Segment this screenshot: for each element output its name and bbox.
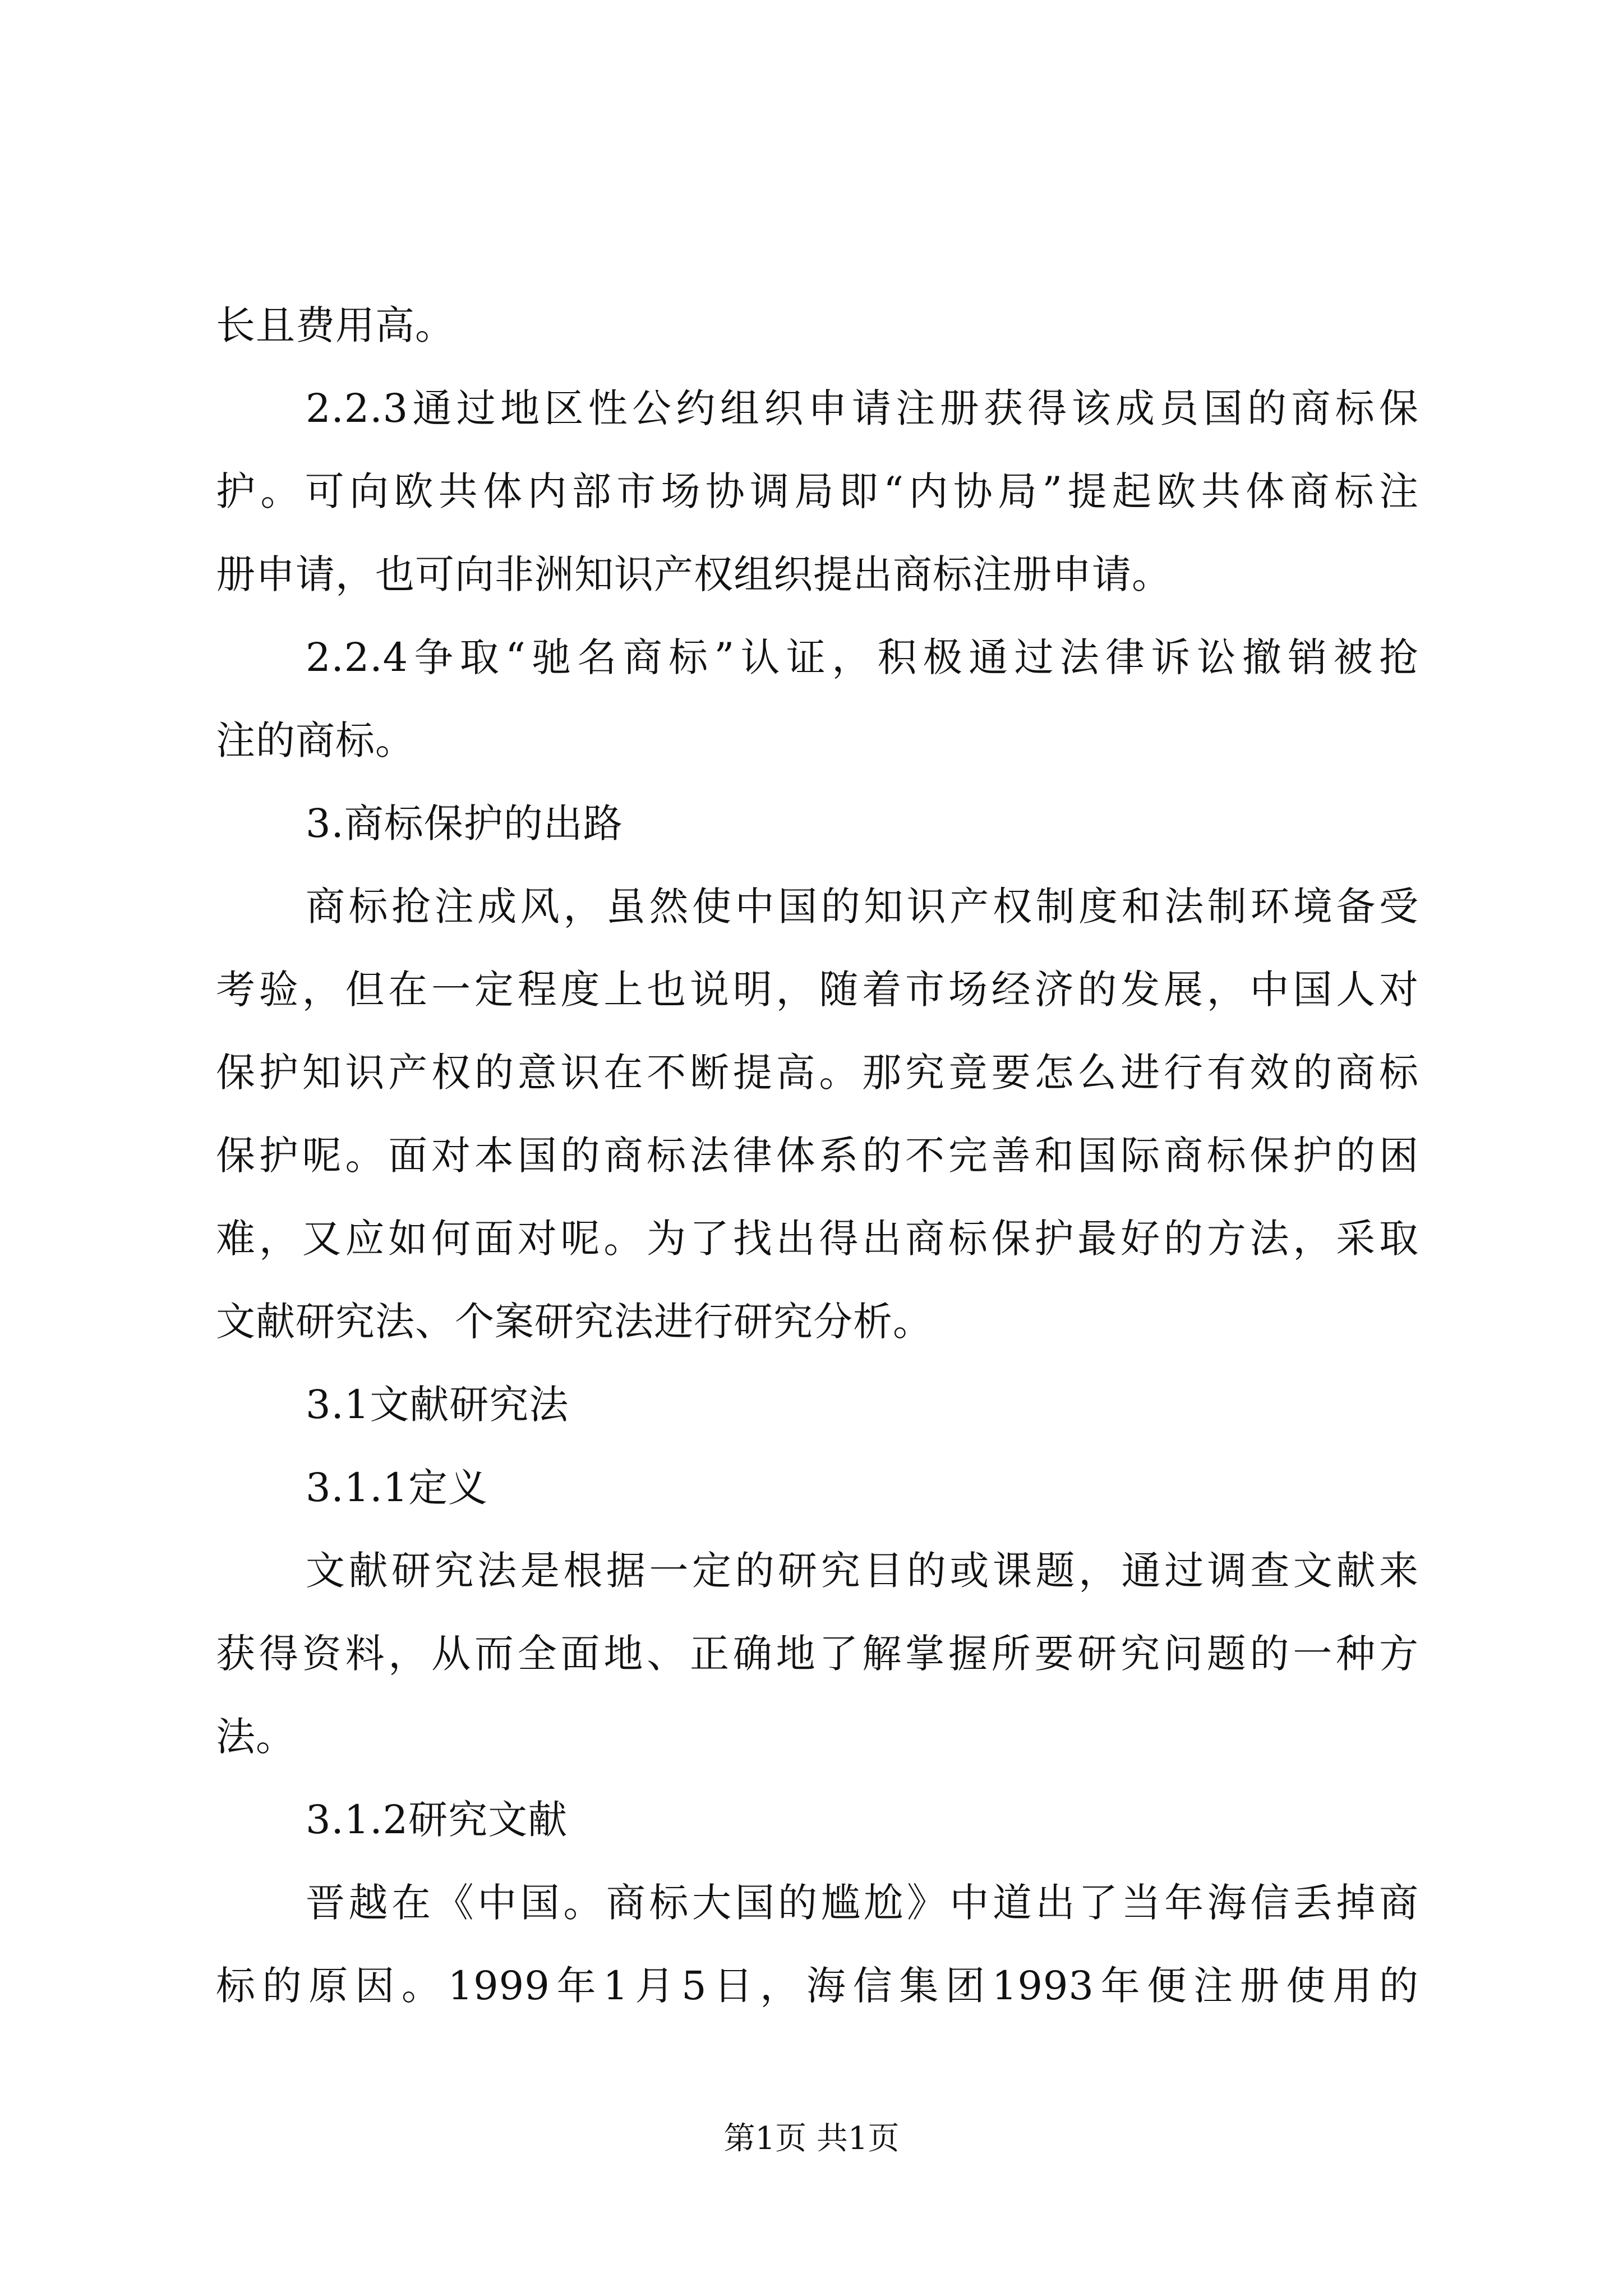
section-heading: 3.1.1定义 <box>306 1465 488 1511</box>
text-line: 文献研究法、个案研究法进行研究分析。 <box>216 1299 933 1345</box>
page-footer: 第1页 共1页 <box>723 2120 900 2157</box>
text-line: 获得资料，从而全面地、正确地了解掌握所要研究问题的一种方 <box>216 1631 1419 1677</box>
text-line: 商标抢注成风，虽然使中国的知识产权制度和法制环境备受 <box>306 884 1419 930</box>
text-line: 长且费用高。 <box>216 302 455 348</box>
text-line: 法。 <box>216 1714 296 1760</box>
text-line: 文献研究法是根据一定的研究目的或课题，通过调查文献来 <box>306 1548 1419 1594</box>
text-line: 册申请，也可向非洲知识产权组织提出商标注册申请。 <box>216 551 1172 597</box>
text-line: 保护呢。面对本国的商标法律体系的不完善和国际商标保护的困 <box>216 1133 1419 1179</box>
text-line: 标的原因。1999年1月5日，海信集团1993年便注册使用的 <box>216 1963 1419 2009</box>
text-line: 难，又应如何面对呢。为了找出得出商标保护最好的方法，采取 <box>216 1216 1419 1262</box>
text-line: 2.2.3通过地区性公约组织申请注册获得该成员国的商标保 <box>306 385 1419 431</box>
text-line: 护。可向欧共体内部市场协调局即“内协局”提起欧共体商标注 <box>216 468 1419 514</box>
text-line: 注的商标。 <box>216 717 415 763</box>
text-line: 2.2.4争取“驰名商标”认证，积极通过法律诉讼撤销被抢 <box>306 634 1419 680</box>
section-heading: 3.商标保护的出路 <box>306 800 623 846</box>
text-line: 保护知识产权的意识在不断提高。那究竟要怎么进行有效的商标 <box>216 1050 1419 1096</box>
text-line: 晋越在《中国。商标大国的尴尬》中道出了当年海信丢掉商 <box>306 1880 1419 1926</box>
section-heading: 3.1文献研究法 <box>306 1382 569 1428</box>
text-line: 考验，但在一定程度上也说明，随着市场经济的发展，中国人对 <box>216 967 1419 1013</box>
section-heading: 3.1.2研究文献 <box>306 1797 568 1843</box>
